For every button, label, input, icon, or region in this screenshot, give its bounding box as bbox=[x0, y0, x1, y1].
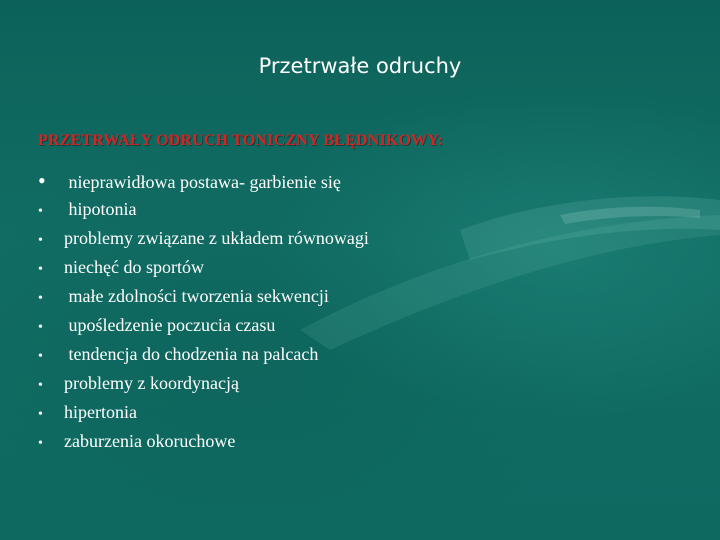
list-item bbox=[38, 373, 369, 402]
bullet-icon: • bbox=[38, 291, 43, 306]
bullet-icon: • bbox=[38, 168, 46, 193]
list-item bbox=[38, 199, 369, 228]
list-item-text: problemy związane z układem równowagi bbox=[64, 228, 369, 248]
bullet-icon: • bbox=[38, 349, 43, 364]
list-item bbox=[38, 168, 369, 199]
bullet-icon: • bbox=[38, 436, 43, 451]
bullet-list bbox=[38, 168, 369, 460]
list-item-text: nieprawidłowa postawa- garbienie się bbox=[64, 172, 341, 192]
bullet-icon: • bbox=[38, 378, 43, 393]
bullet-icon: • bbox=[38, 262, 43, 277]
list-item-text: hipotonia bbox=[64, 199, 137, 219]
list-item-text: problemy z koordynacją bbox=[64, 373, 239, 393]
list-item bbox=[38, 344, 369, 373]
bullet-icon: • bbox=[38, 204, 43, 219]
section-heading: PRZETRWAŁY ODRUCH TONICZNY BŁĘDNIKOWY: bbox=[38, 132, 444, 149]
bullet-icon: • bbox=[38, 320, 43, 335]
list-item-text: niechęć do sportów bbox=[64, 257, 204, 277]
list-item-text: małe zdolności tworzenia sekwencji bbox=[64, 286, 329, 306]
slide-title: Przetrwałe odruchy bbox=[258, 54, 462, 78]
list-item bbox=[38, 257, 369, 286]
bullet-icon: • bbox=[38, 407, 43, 422]
list-item bbox=[38, 228, 369, 257]
list-item bbox=[38, 402, 369, 431]
list-item bbox=[38, 431, 369, 460]
list-item-text: zaburzenia okoruchowe bbox=[64, 431, 236, 451]
list-item-text: upośledzenie poczucia czasu bbox=[64, 315, 276, 335]
list-item bbox=[38, 315, 369, 344]
list-item bbox=[38, 286, 369, 315]
list-item-text: tendencja do chodzenia na palcach bbox=[64, 344, 319, 364]
bullet-icon: • bbox=[38, 233, 43, 248]
list-item-text: hipertonia bbox=[64, 402, 137, 422]
